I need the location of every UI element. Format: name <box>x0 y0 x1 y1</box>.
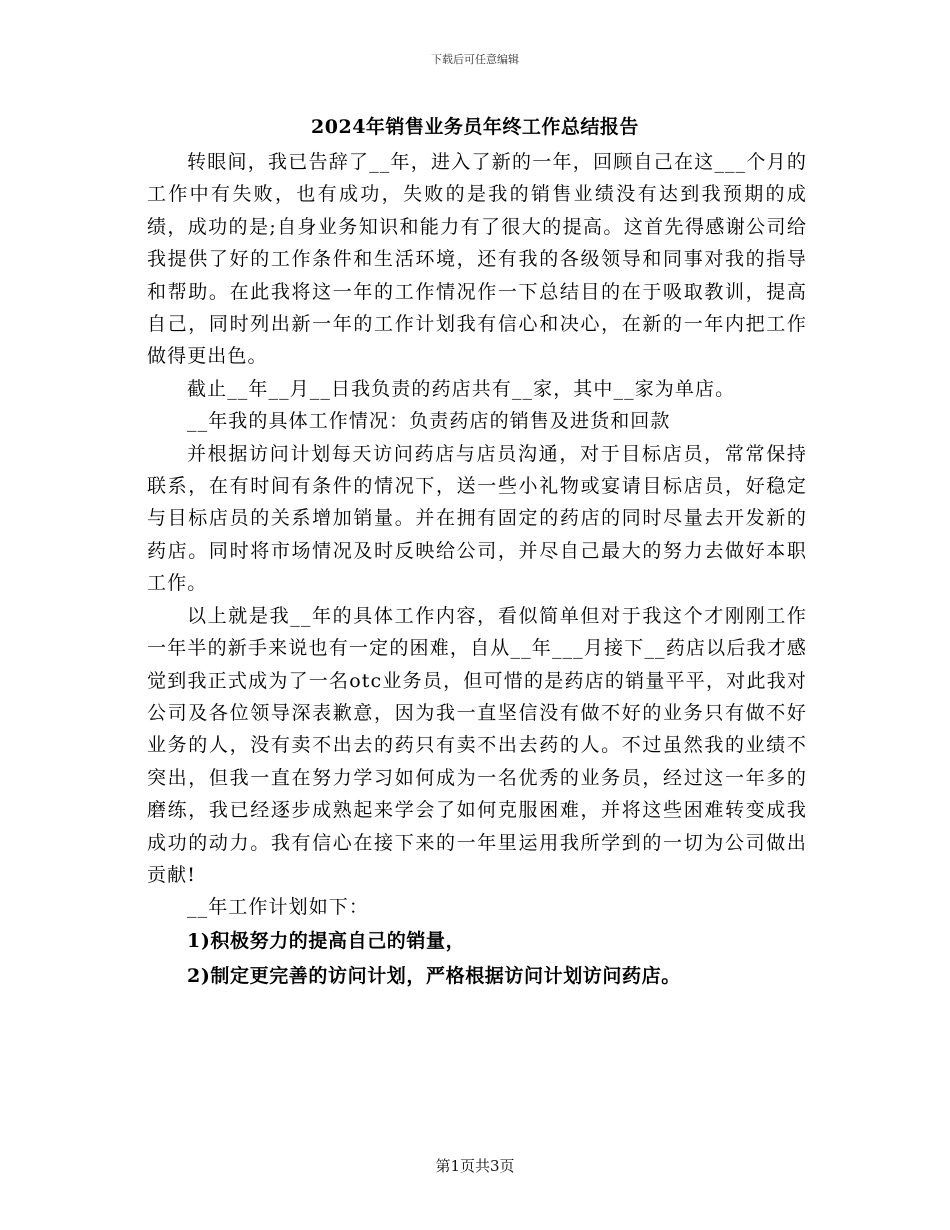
paragraph-intro: 转眼间，我已告辞了__年，进入了新的一年，回顾自己在这___个月的工作中有失败，也有成功，失败的是我的销售业绩没有达到我预期的成绩，成功的是;自身业务知识和能力有了很大的提高。这首先得感谢公司给我提供了好的工作条件和生活环境，还有我的各级领导和同事对我的指导和帮助。在此我将这一年的工作情况作一下总结目的在于吸取教训，提高自己，同时列出新一年的工作计划我有信心和决心，在新的一年内把工作做得更出色。 <box>147 151 807 368</box>
document-title: 2024年销售业务员年终工作总结报告 <box>311 116 639 138</box>
header-note: 下载后可任意编辑 <box>431 53 519 66</box>
page-footer: 第1页共3页 <box>435 1157 515 1175</box>
plan-item: 1)积极努力的提高自己的销量， <box>187 929 466 952</box>
paragraph-visit-plan: 并根据访问计划每天访问药店与店员沟通，对于目标店员，常常保持联系，在有时间有条件的情况下，送一些小礼物或宴请目标店员，好稳定与目标店员的关系增加销量。并在拥有固定的药店的同时尽量去开发新的药店。同时将市场情况及时反映给公司，并尽自己最大的努力去做好本职工作。 <box>147 442 807 595</box>
paragraph-plan-heading: __年工作计划如下： <box>187 896 370 919</box>
paragraph-work-content: 以上就是我__年的具体工作内容，看似简单但对于我这个才刚刚工作一年半的新手来说也有一定的困难，自从__年___月接下__药店以后我才感觉到我正式成为了一名otc业务员，但可惜的是药店的销量平平，对此我对公司及各位领导深表歉意，因为我一直坚信没有做不好的业务只有做不好业务的人，没有卖不出去的药只有卖不出去药的人。不过虽然我的业绩不突出，但我一直在努力学习如何成为一名优秀的业务员，经过这一年多的磨练，我已经逐步成熟起来学会了如何克服困难，并将这些困难转变成我成功的动力。我有信心在接下来的一年里运用我所学到的一切为公司做出贡献! <box>147 604 807 886</box>
plan-item: 2)制定更完善的访问计划，严格根据访问计划访问药店。 <box>187 964 681 987</box>
paragraph-store-count: 截止__年__月__日我负责的药店共有__家，其中__家为单店。 <box>187 377 736 400</box>
document-body <box>147 146 807 994</box>
paragraph-work-situation: __年我的具体工作情况：负责药店的销售及进货和回款 <box>187 410 671 433</box>
